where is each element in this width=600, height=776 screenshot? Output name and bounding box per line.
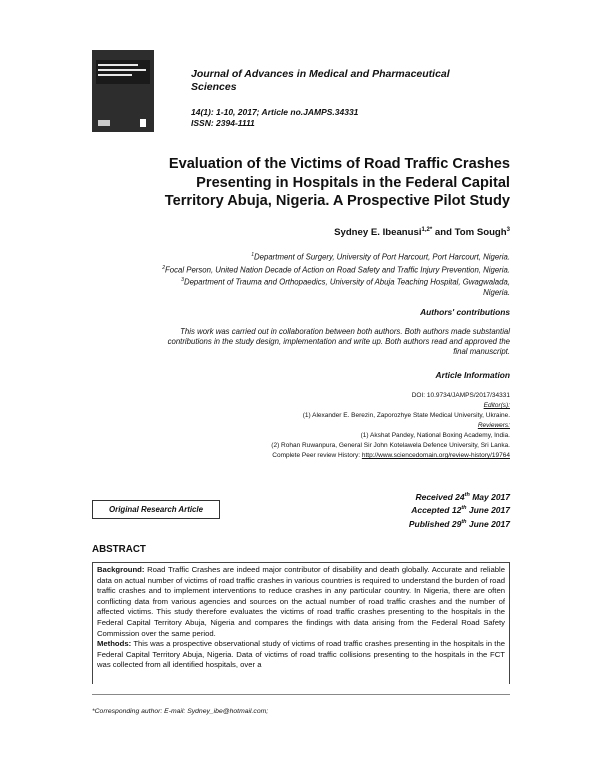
footnote-divider [92, 694, 510, 695]
journal-citation: 14(1): 1-10, 2017; Article no.JAMPS.34331 ISSN: 2394-1111 [191, 107, 359, 128]
affiliation: $^2$Focal Person, United Nation Decade of Action on Road Safety and Traffic Injury Prevention, Nigeria. [162, 264, 510, 275]
received-date: Received 24th May 2017 [415, 491, 510, 502]
cover-title-line [98, 64, 138, 66]
background-label: Background: [97, 565, 145, 574]
accepted-date: Accepted 12th June 2017 [411, 505, 510, 516]
article-info [92, 391, 510, 461]
reviewers-label: Reviewers: [477, 422, 510, 429]
review-history-link[interactable]: http://www.sciencedomain.org/review-history/19764 [361, 452, 510, 459]
doi: DOI: 10.9734/JAMPS/2017/34331 [411, 392, 510, 399]
contributions-text: This work was carried out in collaboration between both authors. Both authors made substantial contributions in the study design, implementation and write up. Both authors read and approved the final manuscript. [167, 327, 510, 356]
abstract-box [92, 562, 510, 684]
abstract-heading: ABSTRACT [92, 544, 146, 555]
author-list: Sydney E. Ibeanusi$^{1,2*}$ and Tom Sough$^3$ [334, 227, 510, 239]
author-name: Tom Sough [454, 227, 507, 239]
issn: ISSN: 2394-1111 [191, 117, 255, 128]
cover-publisher-logo [98, 120, 110, 126]
methods-text: This was a prospective observational study of victims of road traffic crashes presenting in the hospitals in the Federal Capital Territory Abuja, Nigeria. Data of victims of road traffic collisions presenting to the hospitals in the FCT was collected from all identified hospitals, over a [97, 639, 505, 670]
cover-logo-mark [140, 119, 146, 127]
affiliation: $^3$Department of Trauma and Orthopaedics, University of Abuja Teaching Hospital, Gwagwalada, [181, 277, 510, 287]
affiliation: Nigeria. [483, 287, 510, 297]
author-name: Sydney E. Ibeanusi [334, 227, 422, 239]
affiliations [70, 250, 510, 298]
background-text: Road Traffic Crashes are indeed major contributor of disability and death globally. Accurate and reliable data on actual number of victims of road traffic crashes in various countries is required to understand the burden of road traffic crashes and to implement interventions to reduce crashes in any particular country. In Nigeria, there are often conflicting data from various agencies and sources on the actual number of road traffic crashes and the number of affected victims. This study therefore evaluates the victims of road traffic crashes presenting to the hospitals in the Federal Capital Territory Abuja, Nigeria and compares the findings with data arising from the Federal Road Safety Commission over the same period. [97, 565, 505, 638]
affiliation: $^1$Department of Surgery, University of Port Harcourt, Port Harcourt, Nigeria. [251, 252, 510, 262]
article-dates [300, 490, 510, 530]
cover-title-line [98, 69, 146, 71]
reviewer: (1) Akshat Pandey, National Boxing Academy, India. [360, 432, 510, 439]
published-date: Published 29th June 2017 [408, 518, 510, 529]
reviewer: (2) Rohan Ruwanpura, General Sir John Kotelawela Defence University, Sri Lanka. [271, 442, 510, 449]
article-info-heading: Article Information [435, 370, 510, 380]
methods-label: Methods: [97, 639, 132, 649]
corresponding-author-footnote: *Corresponding author: E-mail: Sydney_ibe@hotmail.com; [92, 708, 269, 715]
cover-title-line [98, 74, 132, 76]
editors-label: Editor(s): [483, 402, 510, 409]
review-history: Complete Peer review History: http://www.sciencedomain.org/review-history/19764 [272, 452, 510, 459]
editor: (1) Alexander E. Berezin, Zaporozhye State Medical University, Ukraine. [302, 412, 510, 419]
article-type-box: Original Research Article [92, 500, 220, 519]
contributions-heading: Authors' contributions [420, 307, 510, 317]
journal-cover-image [92, 50, 154, 132]
paper-title: Evaluation of the Victims of Road Traffic Crashes Presenting in Hospitals in the Federal Capital Territory Abuja, Nigeria. A Prospective Pilot Study [164, 156, 510, 209]
journal-name: Journal of Advances in Medical and Pharmaceutical Sciences [191, 68, 450, 93]
